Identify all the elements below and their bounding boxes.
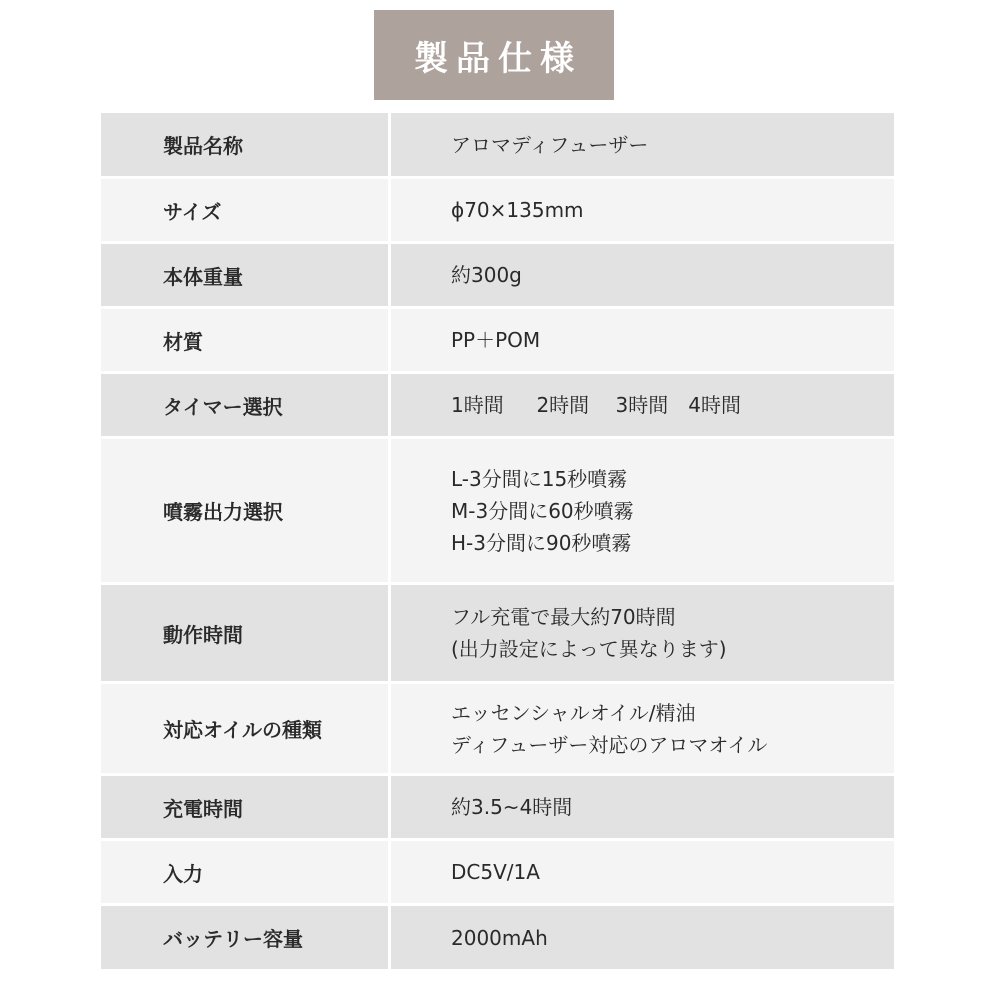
spec-value (391, 841, 894, 903)
spec-value (391, 684, 894, 773)
spec-value-line: 約3.5~4時間 (451, 795, 573, 819)
spec-label: 対応オイルの種類 (101, 684, 391, 773)
spec-row-charge-time (101, 776, 894, 841)
spec-row-battery (101, 906, 894, 972)
spec-value (391, 906, 894, 969)
spec-label: 入力 (101, 841, 391, 903)
spec-label: 材質 (101, 309, 391, 371)
spec-label: 動作時間 (101, 585, 391, 681)
spec-table (101, 113, 894, 972)
spec-value-line: ディフューザー対応のアロマオイル (451, 732, 768, 757)
spec-value (391, 374, 894, 436)
spec-value-line: PP＋POM (451, 328, 541, 352)
spec-value-line: M-3分間に60秒噴霧 (451, 498, 634, 523)
spec-row-size (101, 179, 894, 244)
spec-label: タイマー選択 (101, 374, 391, 436)
spec-row-operating-time (101, 585, 894, 684)
spec-row-timer (101, 374, 894, 439)
spec-row-mist-output (101, 439, 894, 585)
spec-value-line: DC5V/1A (451, 860, 540, 884)
spec-label: 製品名称 (101, 113, 391, 176)
spec-value-line: (出力設定によって異なります) (451, 637, 727, 661)
spec-label: 本体重量 (101, 244, 391, 306)
spec-label: バッテリー容量 (101, 906, 391, 969)
spec-value-line: エッセンシャルオイル/精油 (451, 700, 696, 725)
spec-label: 噴霧出力選択 (101, 439, 391, 582)
title-banner (374, 10, 614, 100)
spec-value-line: アロマディフューザー (451, 132, 649, 157)
spec-value-line: H-3分間に90秒噴霧 (451, 530, 632, 555)
spec-row-oil-types (101, 684, 894, 776)
spec-value (391, 113, 894, 176)
spec-value-line: L-3分間に15秒噴霧 (451, 466, 628, 491)
spec-row-input (101, 841, 894, 906)
spec-value-line: フル充電で最大約70時間 (451, 605, 676, 629)
spec-value (391, 776, 894, 838)
spec-row-material (101, 309, 894, 374)
spec-value (391, 244, 894, 306)
spec-value-line: 2000mAh (451, 925, 548, 950)
spec-row-product-name (101, 113, 894, 179)
spec-value (391, 439, 894, 582)
spec-value (391, 179, 894, 241)
spec-value (391, 585, 894, 681)
spec-value-line: 約300g (451, 263, 522, 287)
spec-row-weight (101, 244, 894, 309)
spec-label: 充電時間 (101, 776, 391, 838)
spec-value-line: 1時間 2時間 3時間 4時間 (451, 393, 741, 417)
spec-value (391, 309, 894, 371)
spec-value-line: ϕ70×135mm (451, 198, 584, 222)
spec-label: サイズ (101, 179, 391, 241)
page-title: 製品仕様 (414, 38, 582, 79)
